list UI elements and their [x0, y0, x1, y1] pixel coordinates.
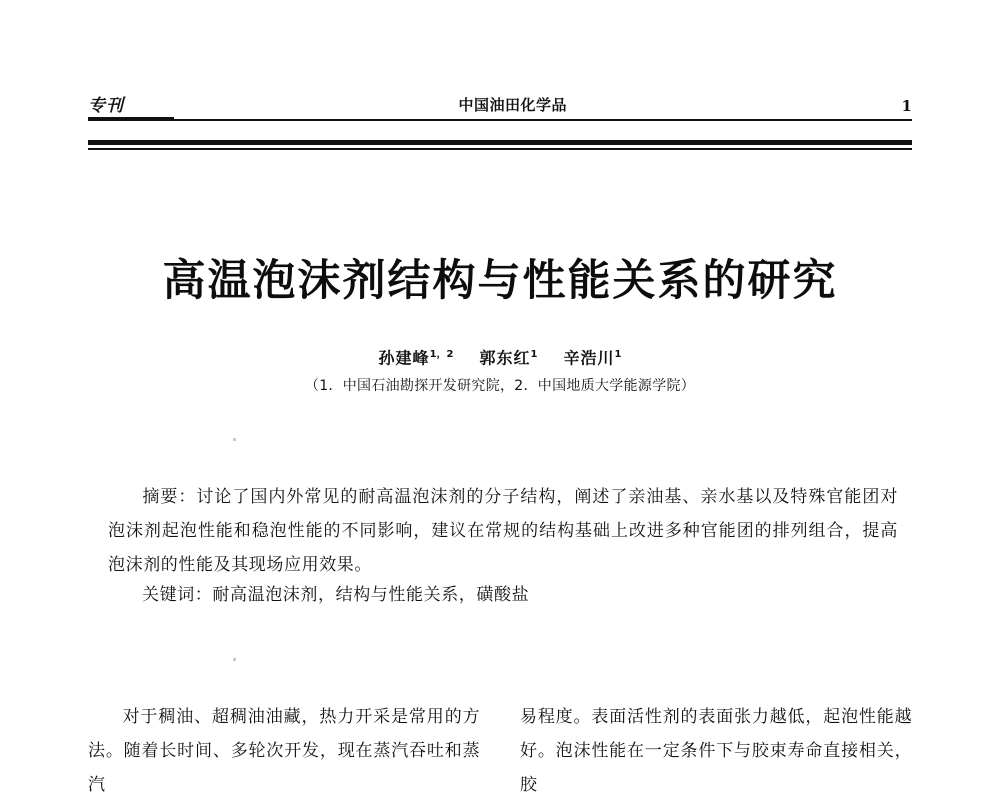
- author-3-name: 辛浩川: [563, 348, 615, 368]
- header-rule-bottom: [88, 148, 912, 150]
- scan-speck: [233, 438, 236, 441]
- keywords-label: 关键词：: [142, 585, 213, 605]
- body-column-right: [520, 700, 912, 802]
- body-column-left: [88, 700, 480, 802]
- body-columns: [88, 700, 912, 802]
- affiliation-line: （1．中国石油勘探开发研究院，2．中国地质大学能源学院）: [304, 378, 696, 394]
- page-number: 1: [901, 97, 912, 115]
- abstract-paragraph: [108, 480, 898, 582]
- header-rule-thin: [88, 119, 912, 121]
- author-1-affiliation-mark: 1，2: [429, 349, 454, 360]
- keywords-line: [108, 578, 898, 612]
- author-1-name: 孙建峰: [378, 348, 430, 368]
- abstract-label: 摘要：: [142, 487, 197, 507]
- journal-title: 中国油田化学品: [458, 96, 568, 114]
- running-head: [88, 88, 912, 118]
- running-head-left: 专刊: [88, 96, 124, 116]
- author-list: [0, 345, 1000, 368]
- scan-speck: [233, 658, 236, 661]
- author-2-affiliation-mark: 1: [530, 349, 538, 360]
- keywords-text: 耐高温泡沫剂，结构与性能关系，磺酸盐: [212, 585, 530, 605]
- author-3-affiliation-mark: 1: [614, 349, 622, 360]
- body-right-text: 易程度。表面活性剂的表面张力越低，起泡性能越好。泡沫性能在一定条件下与胶束寿命直接相关，胶: [520, 707, 912, 795]
- abstract-text: 讨论了国内外常见的耐高温泡沫剂的分子结构，阐述了亲油基、亲水基以及特殊官能团对泡沫剂起泡性能和稳泡性能的不同影响，建议在常规的结构基础上改进多种官能团的排列组合，提高泡沫剂的性能及其现场应用效果。: [108, 487, 898, 575]
- header-rule-thick: [88, 140, 912, 145]
- author-2-name: 郭东红: [479, 348, 531, 368]
- page-title: 高温泡沫剂结构与性能关系的研究: [162, 256, 838, 306]
- body-left-text: 对于稠油、超稠油油藏，热力开采是常用的方法。随着长时间、多轮次开发，现在蒸汽吞吐和蒸汽: [88, 707, 480, 795]
